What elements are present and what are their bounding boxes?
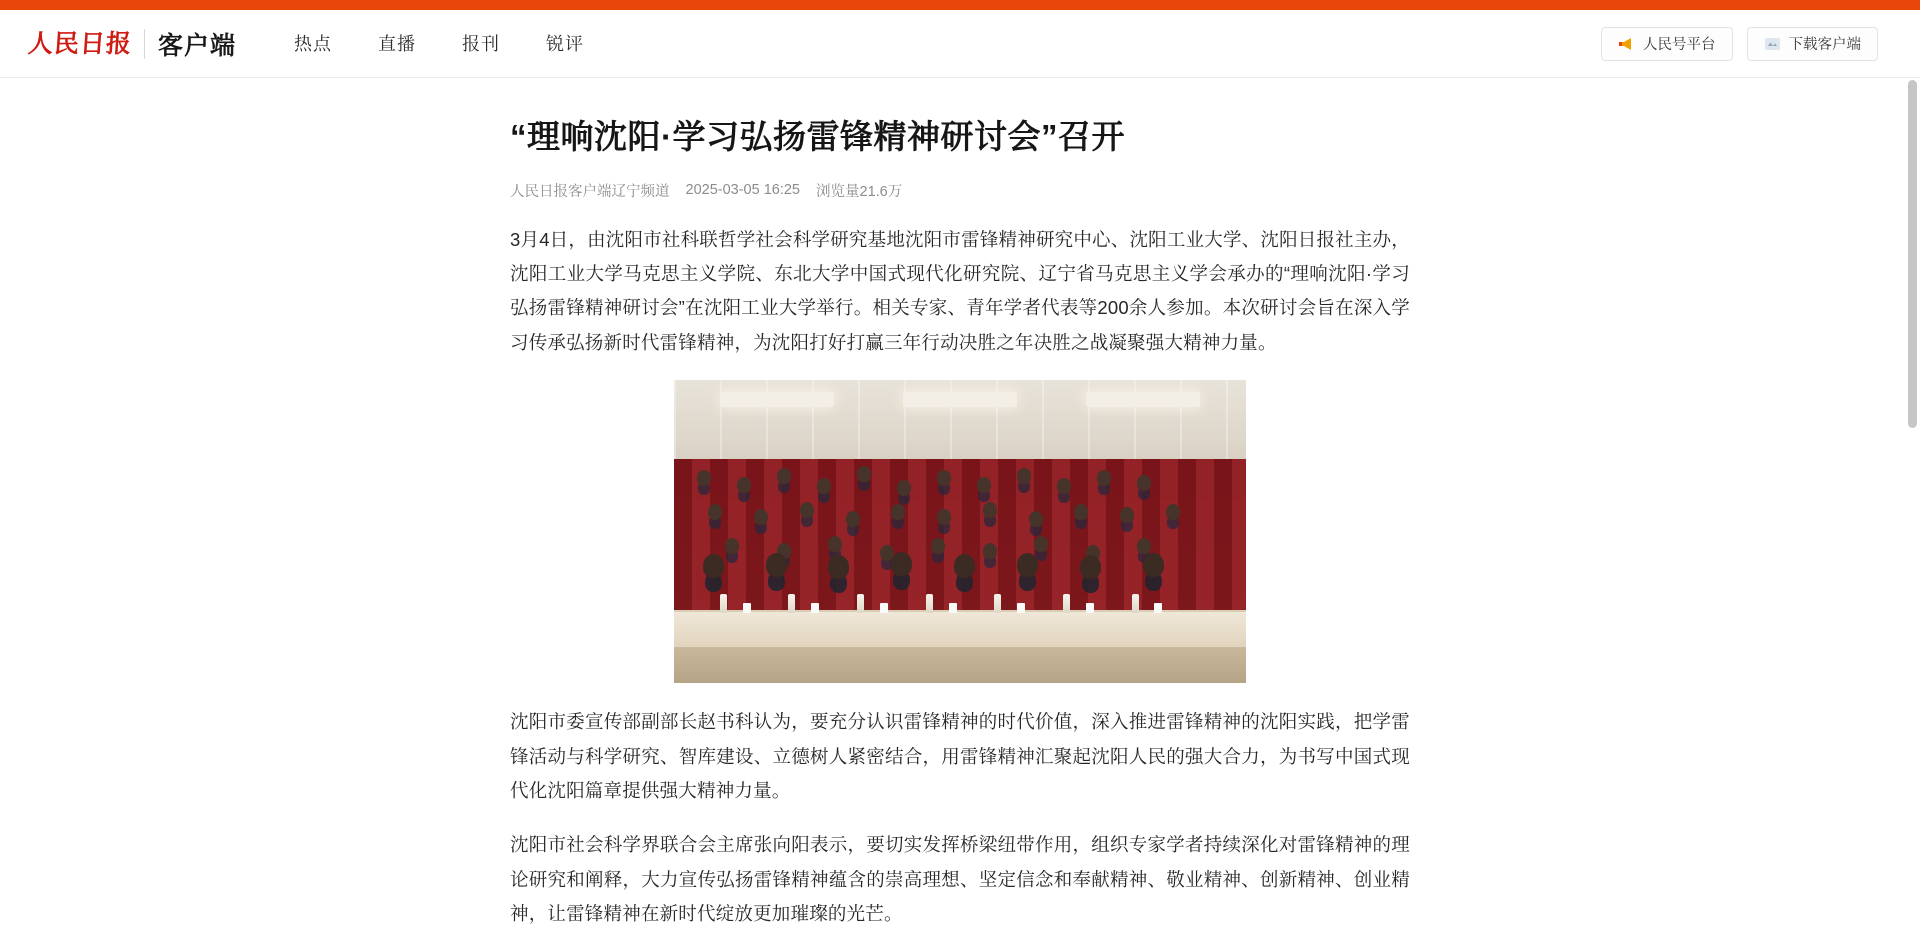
download-app-label: 下载客户端 [1788,37,1861,53]
top-accent-bar [0,0,1920,10]
app-download-icon [1764,37,1781,51]
megaphone-icon [1618,37,1635,51]
renminhao-platform-button[interactable] [1601,27,1733,61]
article-body [510,223,1410,932]
article-datetime: 2025-03-05 16:25 [685,182,800,199]
article-title: “理响沈阳·学习弘扬雷锋精神研讨会”召开 [510,118,1125,155]
renminhao-platform-label: 人民号平台 [1643,37,1716,53]
nav-item-live[interactable]: 直播 [378,33,417,54]
article-container [510,79,1410,932]
article-paragraph: 3月4日，由沈阳市社科联哲学社会科学研究基地沈阳市雷锋精神研究中心、沈阳工业大学、沈阳日报社主办，沈阳工业大学马克思主义学院、东北大学中国式现代化研究院、辽宁省马克思主义学会承办的“理响沈阳·学习弘扬雷锋精神研讨会”在沈阳工业大学举行。相关专家、青年学者代表等200余人参加。本次研讨会旨在深入学习传承弘扬新时代雷锋精神，为沈阳打好打赢三年行动决胜之年决胜之战凝聚强大精神力量。 [510,228,1410,353]
conference-photo [674,380,1246,683]
logo-subtitle: 客户端 [158,31,237,60]
download-app-button[interactable] [1747,27,1879,61]
nav-item-press[interactable]: 报刊 [462,33,501,54]
logo-wordmark: 人民日报 [26,29,134,58]
article-views: 浏览量21.6万 [816,183,903,200]
header-actions [1601,27,1878,61]
nav-item-commentary[interactable]: 锐评 [546,33,585,54]
main-nav [294,35,584,53]
top-accent-bar-right [1908,0,1920,10]
article-scroll-area[interactable] [0,79,1920,945]
nav-item-hot[interactable]: 热点 [294,33,333,54]
article-paragraph: 沈阳市委宣传部副部长赵书科认为，要充分认识雷锋精神的时代价值，深入推进雷锋精神的沈阳实践，把学雷锋活动与科学研究、智库建设、立德树人紧密结合，用雷锋精神汇聚起沈阳人民的强大合力，为书写中国式现代化沈阳篇章提供强大精神力量。 [510,711,1410,801]
article-meta [510,180,1410,201]
scrollbar-thumb[interactable] [1908,80,1917,428]
article-paragraph: 沈阳市社会科学界联合会主席张向阳表示，要切实发挥桥梁纽带作用，组织专家学者持续深化对雷锋精神的理论研究和阐释，大力宣传弘扬雷锋精神蕴含的崇高理想、坚定信念和奉献精神、敬业精神、创新精神、创业精神，让雷锋精神在新时代绽放更加璀璨的光芒。 [510,834,1410,925]
page-scrollbar[interactable] [1908,80,1917,942]
article-figure [510,380,1410,683]
site-header [0,10,1920,78]
article-source: 人民日报客户端辽宁频道 [510,183,670,200]
site-logo[interactable] [28,21,236,67]
